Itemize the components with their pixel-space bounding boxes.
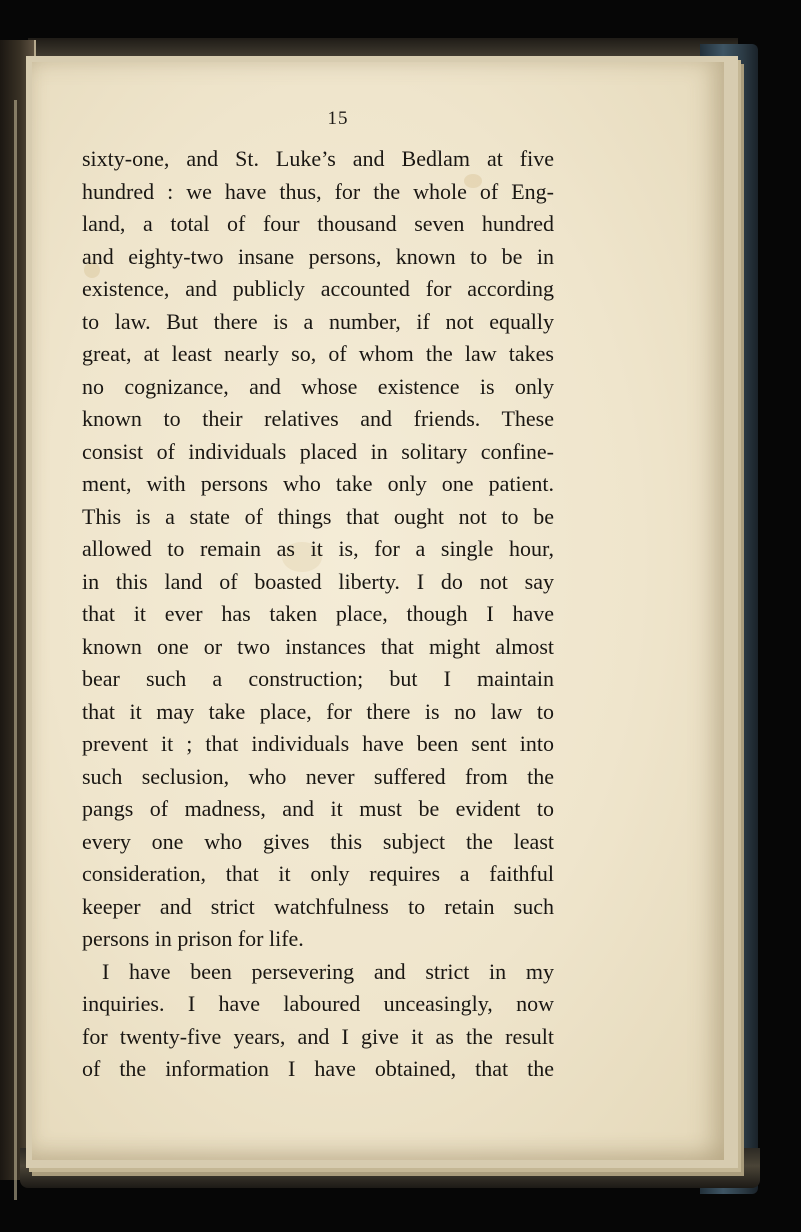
text-line: such seclusion, who never suffered from the (82, 763, 554, 789)
text-line: no cognizance, and whose existence is only (82, 373, 554, 399)
text-line: pangs of madness, and it must be evident to (82, 796, 554, 821)
text-line: persons in prison for life. (82, 926, 304, 951)
text-line: for twenty-five years, and I give it as the result (82, 1023, 554, 1049)
text-line: every one who gives this subject the least (82, 828, 554, 854)
text-line: hundred : we have thus, for the whole of Eng- (82, 178, 554, 204)
page-number: 15 (327, 108, 349, 129)
text-line: consist of individuals placed in solitary confine- (82, 438, 554, 464)
text-line: known one or two instances that might almost (82, 633, 554, 659)
text-line: allowed to remain as it is, for a single hour, (82, 536, 554, 561)
text-line: This is a state of things that ought not to be (82, 503, 554, 529)
text-line: great, at least nearly so, of whom the law takes (82, 341, 554, 366)
text-line: inquiries. I have laboured unceasingly, now (82, 991, 554, 1016)
text-line: to law. But there is a number, if not equally (82, 308, 554, 334)
text-line: that it ever has taken place, though I have (82, 601, 554, 626)
text-line: keeper and strict watchfulness to retain such (82, 893, 554, 919)
text-line: that it may take place, for there is no law to (82, 698, 554, 724)
text-line: sixty-one, and St. Luke’s and Bedlam at five (82, 146, 554, 171)
text-line: I have been persevering and strict in my (102, 958, 554, 984)
text-line: known to their relatives and friends. These (82, 406, 554, 431)
text-line: of the information I have obtained, that the (82, 1056, 554, 1081)
text-line: and eighty-two insane persons, known to be in (82, 243, 554, 269)
text-line: ment, with persons who take only one patient. (82, 471, 554, 496)
text-line: existence, and publicly accounted for according (82, 276, 554, 301)
text-line: bear such a construction; but I maintain (82, 666, 554, 691)
text-line: land, a total of four thousand seven hundred (82, 211, 554, 236)
spine-edge (14, 100, 17, 1200)
text-line: prevent it ; that individuals have been sent into (82, 731, 554, 756)
text-line: consideration, that it only requires a faithful (82, 861, 554, 886)
text-line: in this land of boasted liberty. I do not say (82, 568, 554, 594)
body-text (82, 143, 554, 1086)
